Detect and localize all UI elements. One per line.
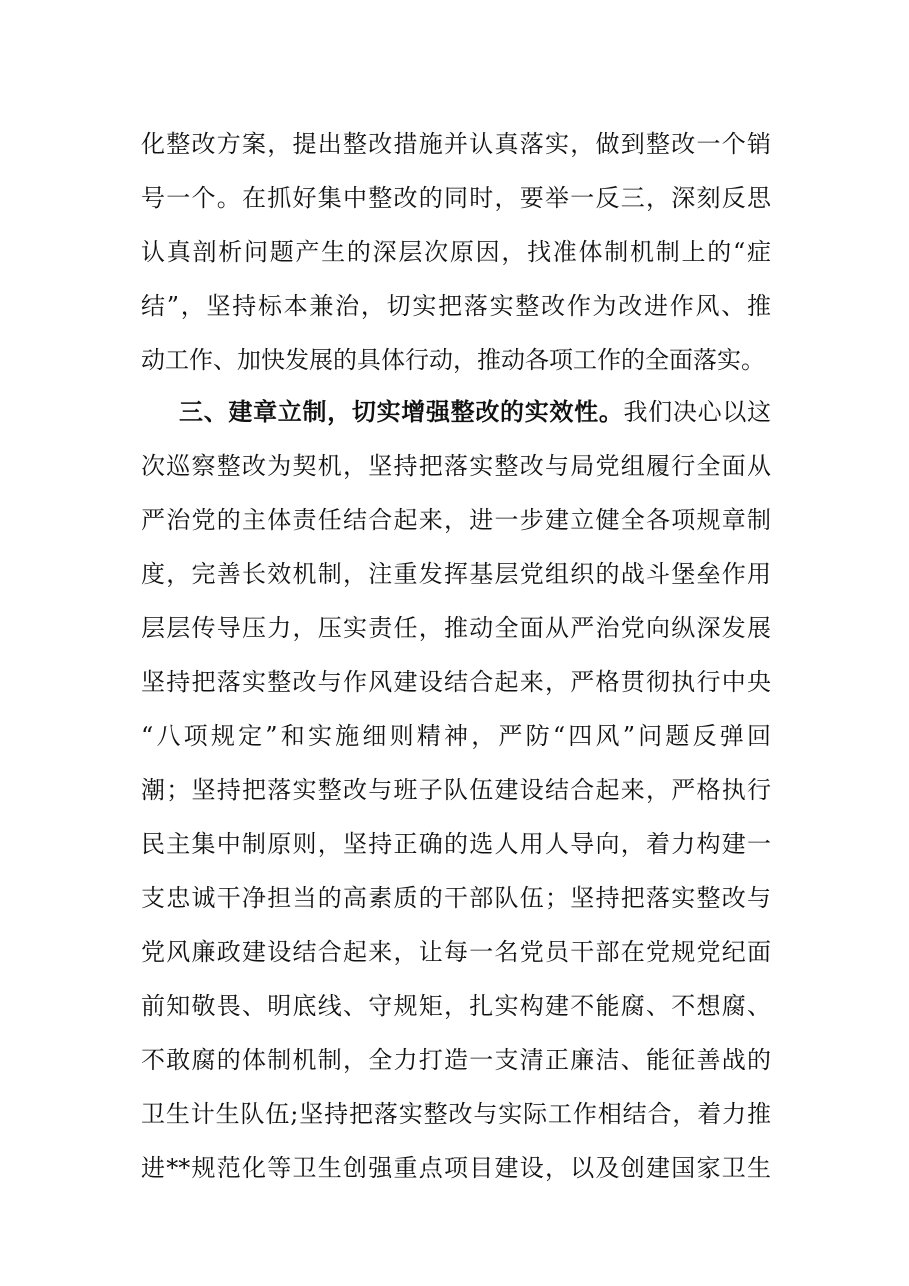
paragraph-2-line-13: 不敢腐的体制机制，全力打造一支清正廉洁、能征善战的 <box>141 1046 771 1074</box>
paragraph-1-line-1: 化整改方案，提出整改措施并认真落实，做到整改一个销 <box>141 130 771 158</box>
paragraph-2-line-4: 度，完善长效机制，注重发挥基层党组织的战斗堡垒作用 <box>141 560 771 588</box>
paragraph-1-line-4: 结”，坚持标本兼治，切实把落实整改作为改进作风、推 <box>141 292 771 320</box>
paragraph-2-line-7: “八项规定”和实施细则精神，严防“四风”问题反弹回 <box>141 722 771 750</box>
paragraph-2-line-2: 次巡察整改为契机，坚持把落实整改与局党组履行全面从 <box>141 452 771 480</box>
paragraph-2-line-11: 党风廉政建设结合起来，让每一名党员干部在党规党纪面 <box>141 938 771 966</box>
paragraph-2-line-15: 进**规范化等卫生创强重点项目建设，以及创建国家卫生 <box>141 1154 771 1182</box>
paragraph-2-line-14: 卫生计生队伍;坚持把落实整改与实际工作相结合，着力推 <box>141 1100 771 1128</box>
paragraph-2-line-8: 潮；坚持把落实整改与班子队伍建设结合起来，严格执行 <box>141 776 771 804</box>
paragraph-2-line-3: 严治党的主体责任结合起来，进一步建立健全各项规章制 <box>141 506 771 534</box>
paragraph-2-line-6: 坚持把落实整改与作风建设结合起来，严格贯彻执行中央 <box>141 668 771 696</box>
paragraph-2-line-5: 层层传导压力，压实责任，推动全面从严治党向纵深发展 <box>141 614 771 642</box>
paragraph-2-line-12: 前知敬畏、明底线、守规矩，扎实构建不能腐、不想腐、 <box>141 992 771 1020</box>
paragraph-2-line-1-rest: 我们决心以这 <box>623 398 772 426</box>
paragraph-2-line-1 <box>179 392 771 432</box>
section-heading: 三、建章立制，切实增强整改的实效性。 <box>179 397 624 426</box>
paragraph-1-line-2: 号一个。在抓好集中整改的同时，要举一反三，深刻反思 <box>141 184 771 212</box>
paragraph-1-line-3: 认真剖析问题产生的深层次原因，找准体制机制上的“症 <box>141 238 771 266</box>
paragraph-1-line-5: 动工作、加快发展的具体行动，推动各项工作的全面落实。 <box>141 346 765 374</box>
paragraph-2-line-9: 民主集中制原则，坚持正确的选人用人导向，着力构建一 <box>141 830 771 858</box>
paragraph-2-line-10: 支忠诚干净担当的高素质的干部队伍；坚持把落实整改与 <box>141 884 771 912</box>
